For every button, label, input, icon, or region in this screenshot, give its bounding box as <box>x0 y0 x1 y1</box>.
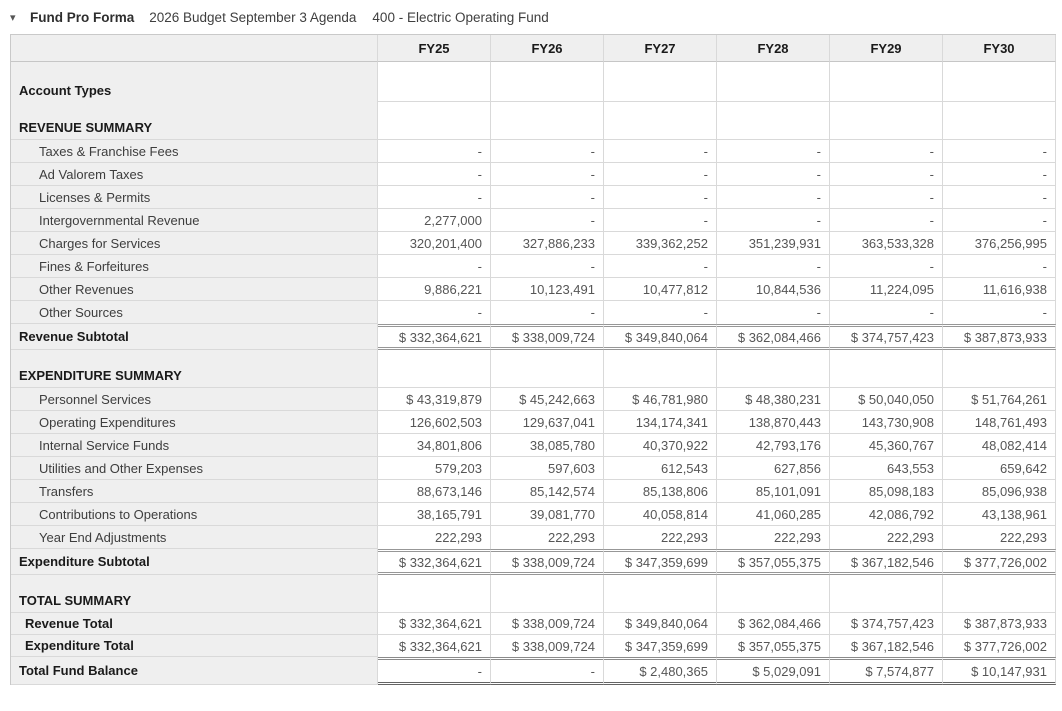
cell-fy27: - <box>604 140 717 163</box>
cell-fy27: $ 46,781,980 <box>604 388 717 411</box>
row-label: Expenditure Subtotal <box>11 549 378 575</box>
row-label: Utilities and Other Expenses <box>11 457 378 480</box>
cell-fy25: $ 332,364,621 <box>378 324 491 350</box>
cell-fy30: $ 10,147,931 <box>943 657 1056 685</box>
cell-fy28: $ 357,055,375 <box>717 549 830 575</box>
cell-fy28: - <box>717 163 830 186</box>
cell-fy26 <box>491 102 604 140</box>
cell-fy28: $ 362,084,466 <box>717 613 830 635</box>
row-label: Total Fund Balance <box>11 657 378 685</box>
cell-fy27: 134,174,341 <box>604 411 717 434</box>
cell-fy28: 138,870,443 <box>717 411 830 434</box>
cell-fy25: - <box>378 186 491 209</box>
row-label: EXPENDITURE SUMMARY <box>11 350 378 388</box>
cell-fy29: $ 7,574,877 <box>830 657 943 685</box>
table-row-revenue-summary <box>11 102 1056 140</box>
cell-fy27: - <box>604 186 717 209</box>
row-label: Personnel Services <box>11 388 378 411</box>
cell-fy25: 126,602,503 <box>378 411 491 434</box>
cell-fy26: 129,637,041 <box>491 411 604 434</box>
table-row-other-revenues <box>11 278 1056 301</box>
row-label: Revenue Subtotal <box>11 324 378 350</box>
cell-fy30: 43,138,961 <box>943 503 1056 526</box>
cell-fy27: $ 347,359,699 <box>604 549 717 575</box>
fund-name: 400 - Electric Operating Fund <box>372 10 549 25</box>
cell-fy25: 2,277,000 <box>378 209 491 232</box>
report-header <box>0 0 1062 34</box>
cell-fy29: $ 374,757,423 <box>830 613 943 635</box>
cell-fy29: 11,224,095 <box>830 278 943 301</box>
cell-fy27: 10,477,812 <box>604 278 717 301</box>
cell-fy28: $ 5,029,091 <box>717 657 830 685</box>
report-title: Fund Pro Forma <box>30 10 135 25</box>
cell-fy28: 42,793,176 <box>717 434 830 457</box>
cell-fy28: 10,844,536 <box>717 278 830 301</box>
table-row-internal-service-funds <box>11 434 1056 457</box>
cell-fy27: 40,370,922 <box>604 434 717 457</box>
table-row-revenue-subtotal <box>11 324 1056 350</box>
row-label: Internal Service Funds <box>11 434 378 457</box>
cell-fy28: 85,101,091 <box>717 480 830 503</box>
table-row-expenditure-summary <box>11 350 1056 388</box>
cell-fy26: 222,293 <box>491 526 604 549</box>
row-label-column-header <box>11 35 378 62</box>
row-label: REVENUE SUMMARY <box>11 102 378 140</box>
table-row-charges-for-services <box>11 232 1056 255</box>
table-row-personnel-services <box>11 388 1056 411</box>
cell-fy26 <box>491 350 604 388</box>
cell-fy27: - <box>604 301 717 324</box>
row-label: TOTAL SUMMARY <box>11 575 378 613</box>
column-header-row <box>11 35 1056 62</box>
table-row-other-sources <box>11 301 1056 324</box>
cell-fy29: 42,086,792 <box>830 503 943 526</box>
row-label: Account Types <box>11 62 378 102</box>
cell-fy30 <box>943 62 1056 102</box>
cell-fy25: 222,293 <box>378 526 491 549</box>
cell-fy26: $ 338,009,724 <box>491 549 604 575</box>
cell-fy28: 627,856 <box>717 457 830 480</box>
cell-fy27: $ 2,480,365 <box>604 657 717 685</box>
table-row-utilities-and-other-expenses <box>11 457 1056 480</box>
table-row-total-summary <box>11 575 1056 613</box>
cell-fy28 <box>717 350 830 388</box>
cell-fy26: - <box>491 186 604 209</box>
cell-fy30: - <box>943 301 1056 324</box>
cell-fy28: - <box>717 255 830 278</box>
cell-fy30: - <box>943 209 1056 232</box>
cell-fy27 <box>604 62 717 102</box>
cell-fy26: - <box>491 301 604 324</box>
cell-fy26: - <box>491 140 604 163</box>
cell-fy27: 40,058,814 <box>604 503 717 526</box>
cell-fy30: 148,761,493 <box>943 411 1056 434</box>
cell-fy27 <box>604 102 717 140</box>
cell-fy29: 85,098,183 <box>830 480 943 503</box>
cell-fy29: - <box>830 255 943 278</box>
cell-fy26: $ 338,009,724 <box>491 635 604 657</box>
cell-fy29: - <box>830 186 943 209</box>
cell-fy29 <box>830 350 943 388</box>
cell-fy30: $ 377,726,002 <box>943 635 1056 657</box>
cell-fy30: $ 387,873,933 <box>943 613 1056 635</box>
cell-fy30: 376,256,995 <box>943 232 1056 255</box>
cell-fy25: - <box>378 657 491 685</box>
table-row-total-fund-balance <box>11 657 1056 685</box>
cell-fy27: 85,138,806 <box>604 480 717 503</box>
cell-fy25: 34,801,806 <box>378 434 491 457</box>
cell-fy30: $ 377,726,002 <box>943 549 1056 575</box>
cell-fy29: - <box>830 301 943 324</box>
cell-fy26 <box>491 62 604 102</box>
table-row-contributions-to-operations <box>11 503 1056 526</box>
cell-fy27: - <box>604 163 717 186</box>
cell-fy25: - <box>378 163 491 186</box>
table-row-account-types <box>11 62 1056 102</box>
cell-fy25: - <box>378 301 491 324</box>
cell-fy25: 9,886,221 <box>378 278 491 301</box>
cell-fy26: - <box>491 255 604 278</box>
cell-fy26: - <box>491 657 604 685</box>
cell-fy27 <box>604 350 717 388</box>
cell-fy26: - <box>491 209 604 232</box>
cell-fy29: - <box>830 163 943 186</box>
cell-fy29: 363,533,328 <box>830 232 943 255</box>
table-row-intergovernmental-revenue <box>11 209 1056 232</box>
cell-fy25: 38,165,791 <box>378 503 491 526</box>
column-header-fy29: FY29 <box>830 35 943 62</box>
row-label: Ad Valorem Taxes <box>11 163 378 186</box>
cell-fy25: - <box>378 255 491 278</box>
column-header-fy25: FY25 <box>378 35 491 62</box>
row-label: Other Sources <box>11 301 378 324</box>
cell-fy29: - <box>830 209 943 232</box>
cell-fy28: - <box>717 140 830 163</box>
cell-fy26: $ 45,242,663 <box>491 388 604 411</box>
cell-fy27: $ 347,359,699 <box>604 635 717 657</box>
cell-fy28: 222,293 <box>717 526 830 549</box>
cell-fy26: $ 338,009,724 <box>491 613 604 635</box>
cell-fy30: 48,082,414 <box>943 434 1056 457</box>
row-label: Licenses & Permits <box>11 186 378 209</box>
cell-fy27: 612,543 <box>604 457 717 480</box>
row-label: Expenditure Total <box>11 635 378 657</box>
cell-fy25: 579,203 <box>378 457 491 480</box>
cell-fy26: $ 338,009,724 <box>491 324 604 350</box>
cell-fy28: 41,060,285 <box>717 503 830 526</box>
row-label: Intergovernmental Revenue <box>11 209 378 232</box>
table-row-revenue-total <box>11 613 1056 635</box>
cell-fy30 <box>943 102 1056 140</box>
cell-fy29: $ 374,757,423 <box>830 324 943 350</box>
cell-fy30: - <box>943 140 1056 163</box>
cell-fy27: 339,362,252 <box>604 232 717 255</box>
table-row-operating-expenditures <box>11 411 1056 434</box>
table-row-taxes-franchise-fees <box>11 140 1056 163</box>
cell-fy26: 10,123,491 <box>491 278 604 301</box>
cell-fy28 <box>717 575 830 613</box>
cell-fy28: - <box>717 186 830 209</box>
cell-fy30: 85,096,938 <box>943 480 1056 503</box>
cell-fy25 <box>378 102 491 140</box>
row-label: Fines & Forfeitures <box>11 255 378 278</box>
cell-fy25 <box>378 575 491 613</box>
row-label: Operating Expenditures <box>11 411 378 434</box>
cell-fy29: 143,730,908 <box>830 411 943 434</box>
row-label: Charges for Services <box>11 232 378 255</box>
cell-fy27: - <box>604 255 717 278</box>
column-header-fy28: FY28 <box>717 35 830 62</box>
row-label: Revenue Total <box>11 613 378 635</box>
cell-fy29 <box>830 102 943 140</box>
cell-fy25: $ 332,364,621 <box>378 549 491 575</box>
cell-fy28: 351,239,931 <box>717 232 830 255</box>
cell-fy28 <box>717 62 830 102</box>
cell-fy28 <box>717 102 830 140</box>
cell-fy26: - <box>491 163 604 186</box>
row-label: Taxes & Franchise Fees <box>11 140 378 163</box>
cell-fy27: $ 349,840,064 <box>604 324 717 350</box>
cell-fy30: 659,642 <box>943 457 1056 480</box>
cell-fy28: $ 362,084,466 <box>717 324 830 350</box>
cell-fy29 <box>830 575 943 613</box>
cell-fy27: - <box>604 209 717 232</box>
cell-fy28: - <box>717 301 830 324</box>
row-label: Year End Adjustments <box>11 526 378 549</box>
column-header-fy27: FY27 <box>604 35 717 62</box>
cell-fy27: $ 349,840,064 <box>604 613 717 635</box>
cell-fy25: 320,201,400 <box>378 232 491 255</box>
budget-name: 2026 Budget September 3 Agenda <box>149 10 357 25</box>
cell-fy29: 643,553 <box>830 457 943 480</box>
cell-fy29: - <box>830 140 943 163</box>
table-row-expenditure-subtotal <box>11 549 1056 575</box>
row-label: Other Revenues <box>11 278 378 301</box>
cell-fy30: 11,616,938 <box>943 278 1056 301</box>
cell-fy29 <box>830 62 943 102</box>
cell-fy30: - <box>943 255 1056 278</box>
cell-fy25: - <box>378 140 491 163</box>
row-label: Transfers <box>11 480 378 503</box>
cell-fy25: $ 332,364,621 <box>378 635 491 657</box>
cell-fy25: 88,673,146 <box>378 480 491 503</box>
row-label: Contributions to Operations <box>11 503 378 526</box>
cell-fy26: 597,603 <box>491 457 604 480</box>
table-row-ad-valorem-taxes <box>11 163 1056 186</box>
table-row-year-end-adjustments <box>11 526 1056 549</box>
table-row-transfers <box>11 480 1056 503</box>
cell-fy26: 38,085,780 <box>491 434 604 457</box>
cell-fy28: - <box>717 209 830 232</box>
cell-fy30: - <box>943 163 1056 186</box>
cell-fy26 <box>491 575 604 613</box>
cell-fy25 <box>378 62 491 102</box>
pro-forma-table <box>10 34 1056 685</box>
cell-fy25: $ 332,364,621 <box>378 613 491 635</box>
cell-fy28: $ 357,055,375 <box>717 635 830 657</box>
collapse-caret-icon[interactable]: ▾ <box>10 12 16 24</box>
cell-fy29: $ 367,182,546 <box>830 549 943 575</box>
cell-fy26: 327,886,233 <box>491 232 604 255</box>
cell-fy25 <box>378 350 491 388</box>
cell-fy25: $ 43,319,879 <box>378 388 491 411</box>
column-header-fy30: FY30 <box>943 35 1056 62</box>
table-row-expenditure-total <box>11 635 1056 657</box>
table-row-licenses-permits <box>11 186 1056 209</box>
cell-fy30 <box>943 575 1056 613</box>
column-header-fy26: FY26 <box>491 35 604 62</box>
cell-fy30: $ 387,873,933 <box>943 324 1056 350</box>
cell-fy30: - <box>943 186 1056 209</box>
cell-fy29: $ 367,182,546 <box>830 635 943 657</box>
cell-fy27: 222,293 <box>604 526 717 549</box>
cell-fy30: $ 51,764,261 <box>943 388 1056 411</box>
cell-fy26: 85,142,574 <box>491 480 604 503</box>
cell-fy27 <box>604 575 717 613</box>
cell-fy30 <box>943 350 1056 388</box>
cell-fy29: $ 50,040,050 <box>830 388 943 411</box>
cell-fy30: 222,293 <box>943 526 1056 549</box>
cell-fy28: $ 48,380,231 <box>717 388 830 411</box>
table-row-fines-forfeitures <box>11 255 1056 278</box>
cell-fy29: 222,293 <box>830 526 943 549</box>
cell-fy26: 39,081,770 <box>491 503 604 526</box>
cell-fy29: 45,360,767 <box>830 434 943 457</box>
